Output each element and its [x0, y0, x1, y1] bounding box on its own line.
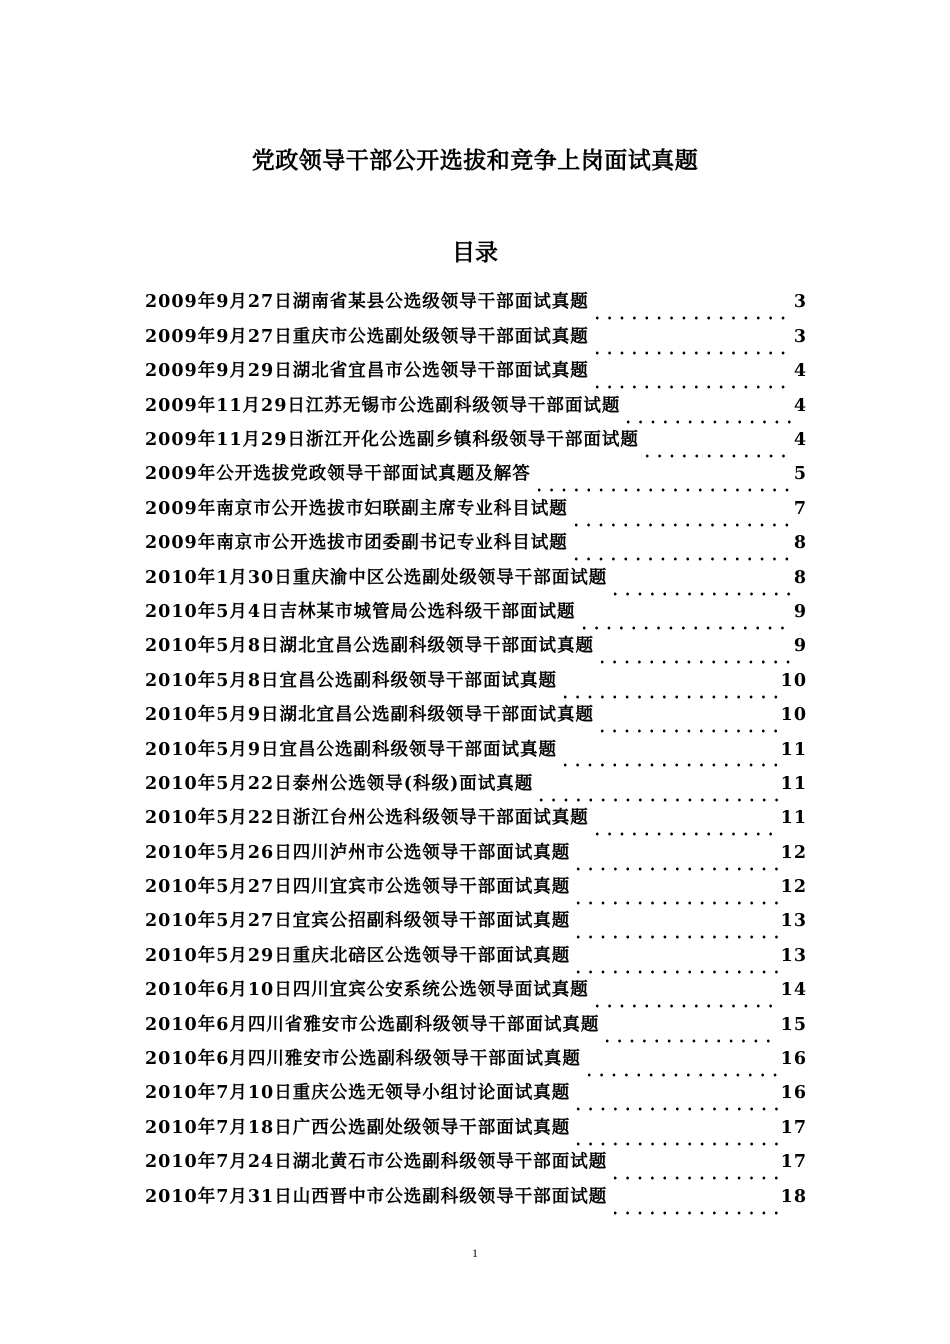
toc-entry[interactable]: [145, 1043, 807, 1077]
page-number: 1: [472, 1246, 478, 1260]
toc-entry-title: 2009年9月29日湖北省宜昌市公选领导干部面试真题: [145, 361, 589, 382]
toc-dot-leader: [641, 443, 791, 458]
toc-entry[interactable]: [145, 596, 807, 630]
toc-entry-title: 2009年11月29日江苏无锡市公选副科级领导干部面试题: [145, 395, 621, 416]
toc-dot-leader: [572, 890, 778, 905]
toc-entry[interactable]: [145, 733, 807, 767]
toc-dot-leader: [559, 684, 779, 699]
toc-entry[interactable]: [145, 424, 807, 458]
table-of-contents: [145, 286, 807, 1215]
toc-entry[interactable]: [145, 1111, 807, 1145]
toc-entry[interactable]: [145, 458, 807, 492]
toc-entry-page-number: 14: [780, 980, 807, 1001]
toc-entry[interactable]: [145, 492, 807, 526]
toc-entry-title: 2009年南京市公开选拔市妇联副主席专业科目试题: [145, 498, 568, 519]
toc-dot-leader: [591, 821, 779, 836]
toc-entry-title: 2009年11月29日浙江开化公选副乡镇科级领导干部面试题: [145, 430, 639, 450]
toc-entry-page-number: 5: [793, 464, 807, 485]
toc-entry[interactable]: [145, 527, 807, 561]
toc-entry-title: 2010年6月四川雅安市公选副科级领导干部面试真题: [145, 1049, 581, 1070]
toc-entry-title: 2010年5月22日泰州公选领导(科级)面试真题: [145, 773, 534, 794]
toc-entry[interactable]: [145, 1146, 807, 1180]
toc-entry-page-number: 4: [793, 395, 807, 416]
toc-entry-page-number: 8: [793, 533, 807, 554]
toc-dot-leader: [578, 615, 791, 630]
toc-dot-leader: [601, 1028, 778, 1043]
toc-entry-title: 2010年5月4日吉林某市城管局公选科级干部面试题: [145, 601, 576, 622]
toc-dot-leader: [533, 477, 791, 492]
toc-entry-page-number: 11: [780, 808, 807, 829]
toc-entry[interactable]: [145, 836, 807, 870]
toc-entry-title: 2009年南京市公开选拔市团委副书记专业科目试题: [145, 533, 568, 554]
toc-entry-page-number: 11: [780, 739, 807, 760]
toc-entry-title: 2009年公开选拔党政领导干部面试真题及解答: [145, 464, 531, 485]
toc-dot-leader: [591, 374, 791, 389]
toc-entry-title: 2010年5月26日四川泸州市公选领导干部面试真题: [145, 842, 571, 863]
toc-entry[interactable]: [145, 802, 807, 836]
page-title: 党政领导干部公开选拔和竞争上岗面试真题: [251, 148, 699, 174]
toc-entry-page-number: 18: [780, 1186, 807, 1207]
toc-entry[interactable]: [145, 699, 807, 733]
toc-entry[interactable]: [145, 939, 807, 973]
toc-entry-page-number: 16: [780, 1083, 807, 1104]
toc-entry-title: 2010年7月31日山西晋中市公选副科级领导干部面试题: [145, 1186, 608, 1207]
toc-entry[interactable]: [145, 974, 807, 1008]
toc-entry[interactable]: [145, 286, 807, 320]
toc-entry-title: 2010年5月29日重庆北碚区公选领导干部面试真题: [145, 945, 571, 966]
toc-entry-title: 2010年6月四川省雅安市公选副科级领导干部面试真题: [145, 1014, 600, 1035]
toc-entry-page-number: 4: [793, 361, 807, 382]
toc-entry-title: 2009年9月27日湖南省某县公选级领导干部面试真题: [145, 292, 589, 313]
toc-dot-leader: [583, 1062, 779, 1077]
toc-dot-leader: [570, 512, 791, 527]
toc-dot-leader: [622, 409, 791, 424]
toc-entry-page-number: 10: [780, 670, 807, 691]
toc-entry[interactable]: [145, 1077, 807, 1111]
toc-entry-title: 2010年5月8日宜昌公选副科级领导干部面试真题: [145, 670, 558, 691]
toc-entry[interactable]: [145, 320, 807, 354]
toc-entry-page-number: 15: [780, 1014, 807, 1035]
toc-entry[interactable]: [145, 905, 807, 939]
toc-entry-page-number: 9: [793, 601, 807, 622]
toc-dot-leader: [572, 1131, 778, 1146]
toc-entry[interactable]: [145, 389, 807, 423]
toc-dot-leader: [535, 787, 778, 802]
toc-dot-leader: [559, 752, 779, 767]
toc-entry-title: 2010年5月27日四川宜宾市公选领导干部面试真题: [145, 877, 571, 898]
toc-heading: 目录: [452, 240, 498, 266]
toc-dot-leader: [596, 718, 779, 733]
toc-entry-page-number: 12: [780, 842, 807, 863]
toc-dot-leader: [570, 546, 791, 561]
toc-entry-title: 2010年1月30日重庆渝中区公选副处级领导干部面试题: [145, 567, 608, 588]
toc-entry-title: 2010年7月10日重庆公选无领导小组讨论面试真题: [145, 1083, 571, 1104]
toc-entry-page-number: 7: [793, 498, 807, 519]
toc-dot-leader: [591, 305, 791, 320]
toc-entry-page-number: 4: [793, 430, 807, 450]
toc-entry-title: 2010年5月27日宜宾公招副科级领导干部面试真题: [145, 911, 571, 932]
toc-entry[interactable]: [145, 1008, 807, 1042]
toc-entry-title: 2010年7月18日广西公选副处级领导干部面试真题: [145, 1117, 571, 1138]
toc-dot-leader: [596, 649, 791, 664]
toc-entry[interactable]: [145, 355, 807, 389]
toc-entry-page-number: 3: [793, 326, 807, 347]
toc-entry[interactable]: [145, 630, 807, 664]
toc-entry[interactable]: [145, 767, 807, 801]
toc-entry-title: 2010年5月8日湖北宜昌公选副科级领导干部面试真题: [145, 636, 595, 657]
toc-entry[interactable]: [145, 871, 807, 905]
toc-entry-title: 2010年6月10日四川宜宾公安系统公选领导面试真题: [145, 980, 589, 1001]
toc-dot-leader: [609, 1165, 778, 1180]
toc-entry-page-number: 13: [780, 911, 807, 932]
toc-entry[interactable]: [145, 664, 807, 698]
toc-entry-title: 2010年5月9日宜昌公选副科级领导干部面试真题: [145, 739, 558, 760]
toc-entry-page-number: 17: [780, 1117, 807, 1138]
toc-dot-leader: [609, 581, 791, 596]
toc-entry-page-number: 10: [780, 705, 807, 726]
toc-dot-leader: [591, 993, 779, 1008]
toc-dot-leader: [572, 1096, 778, 1111]
toc-entry-page-number: 3: [793, 292, 807, 313]
toc-entry-page-number: 17: [780, 1152, 807, 1173]
toc-dot-leader: [609, 1200, 778, 1215]
toc-entry-title: 2010年7月24日湖北黄石市公选副科级领导干部面试题: [145, 1152, 608, 1173]
toc-entry-page-number: 8: [793, 567, 807, 588]
toc-entry-title: 2010年5月22日浙江台州公选科级领导干部面试真题: [145, 808, 589, 829]
toc-dot-leader: [572, 959, 778, 974]
toc-entry[interactable]: [145, 561, 807, 595]
toc-entry-page-number: 11: [780, 773, 807, 794]
toc-dot-leader: [572, 924, 778, 939]
toc-entry-page-number: 13: [780, 945, 807, 966]
toc-entry-page-number: 16: [780, 1049, 807, 1070]
toc-dot-leader: [591, 340, 791, 355]
toc-entry-title: 2010年5月9日湖北宜昌公选副科级领导干部面试真题: [145, 705, 595, 726]
toc-entry-title: 2009年9月27日重庆市公选副处级领导干部面试真题: [145, 326, 589, 347]
toc-entry-page-number: 12: [780, 877, 807, 898]
toc-entry-page-number: 9: [793, 636, 807, 657]
toc-dot-leader: [572, 856, 778, 871]
toc-entry[interactable]: [145, 1180, 807, 1214]
